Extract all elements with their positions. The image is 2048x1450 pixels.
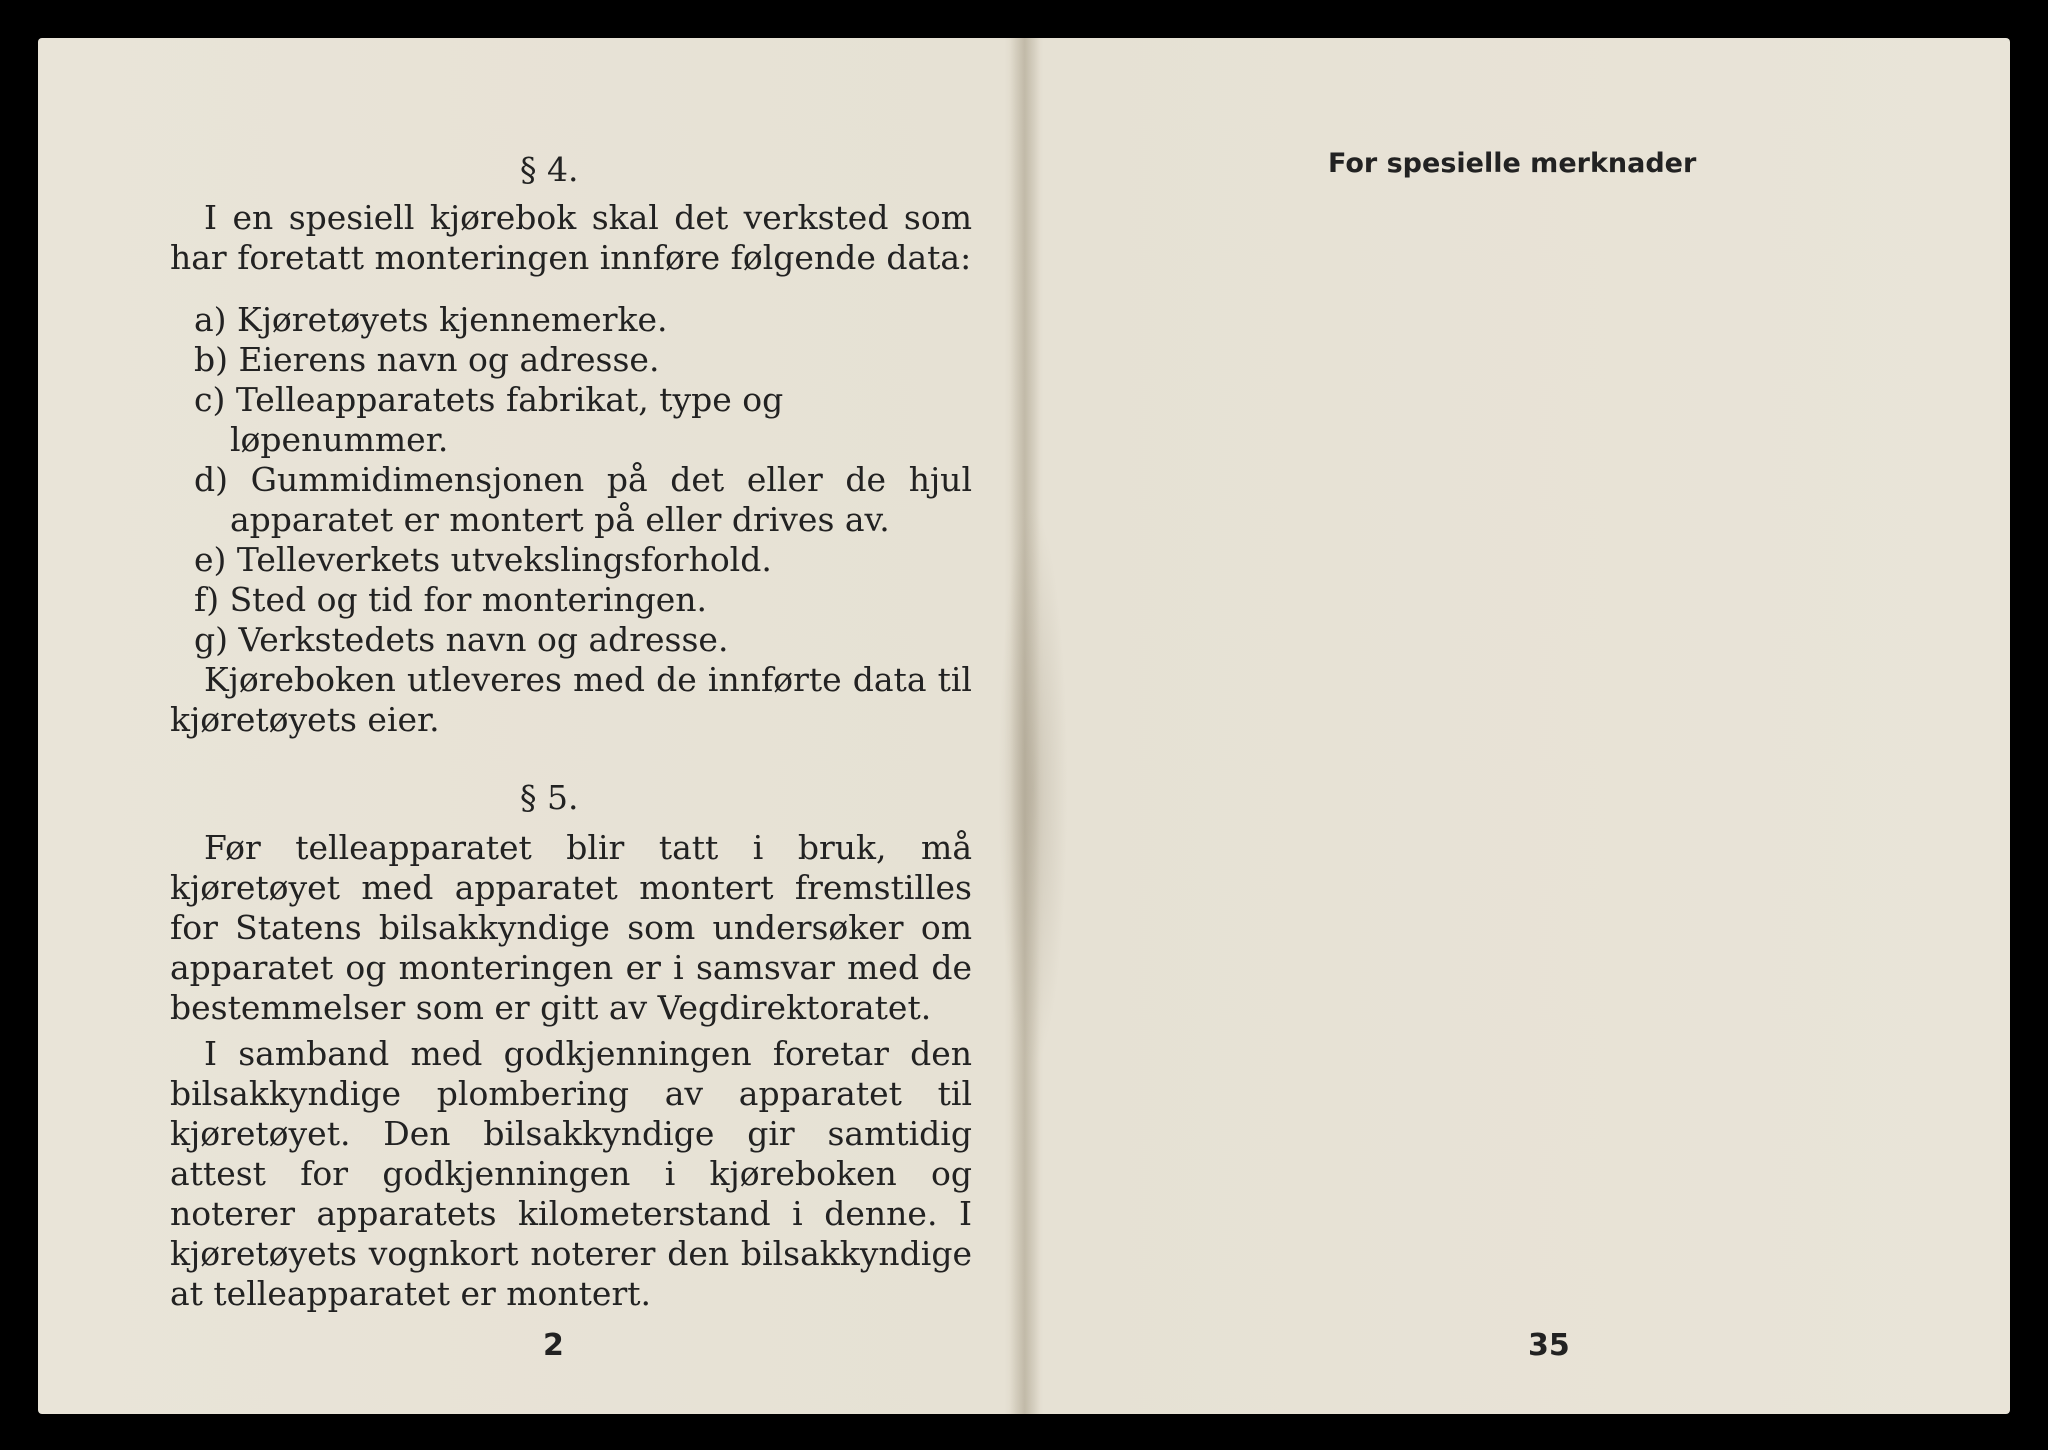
page-number-left: 2	[543, 1328, 564, 1363]
list-item: f) Sted og tid for monteringen.	[194, 580, 708, 619]
section-4-intro: I en spesiell kjørebok skal det verksted som har foretatt monteringen innføre følgende data:	[170, 198, 972, 277]
section-5-heading: § 5.	[520, 778, 579, 817]
list-item: a) Kjøretøyets kjennemerke.	[194, 300, 668, 339]
list-item: c) Telleapparatets fabrikat, type og løpenummer.	[194, 380, 784, 459]
list-item: g) Verkstedets navn og adresse.	[194, 620, 729, 659]
left-page	[38, 38, 1024, 1414]
section-5-paragraph-1: Før telleapparatet blir tatt i bruk, må kjøretøyet med apparatet montert fremstilles for Statens bilsakkyndige som undersøker om apparatet og monteringen er i samsvar med de bestemmelser som er gitt av Vegdirektoratet.	[170, 828, 972, 1027]
page-number-right: 35	[1528, 1328, 1570, 1363]
section-5-paragraph-2: I samband med godkjenningen foretar den bilsakkyndige plombering av apparatet til kjøretøyet. Den bilsakkyndige gir samtidig attest for godkjenningen i kjøreboken og noterer apparatets kilometerstand i denne. I kjøretøyets vognkort noterer den bilsakkyndige at telleapparatet er montert.	[170, 1034, 972, 1313]
notes-heading: For spesielle merknader	[1328, 148, 1697, 179]
data-list	[182, 300, 972, 660]
right-page	[1024, 38, 2010, 1414]
list-item: d) Gummidimensjonen på det eller de hjul apparatet er montert på eller drives av.	[194, 460, 972, 539]
list-item: e) Telleverkets utvekslingsforhold.	[194, 540, 772, 579]
section-4-closing: Kjøreboken utleveres med de innførte data til kjøretøyets eier.	[170, 660, 972, 739]
list-item: b) Eierens navn og adresse.	[194, 340, 660, 379]
section-4-heading: § 4.	[520, 150, 579, 189]
book-spread	[38, 38, 2010, 1414]
